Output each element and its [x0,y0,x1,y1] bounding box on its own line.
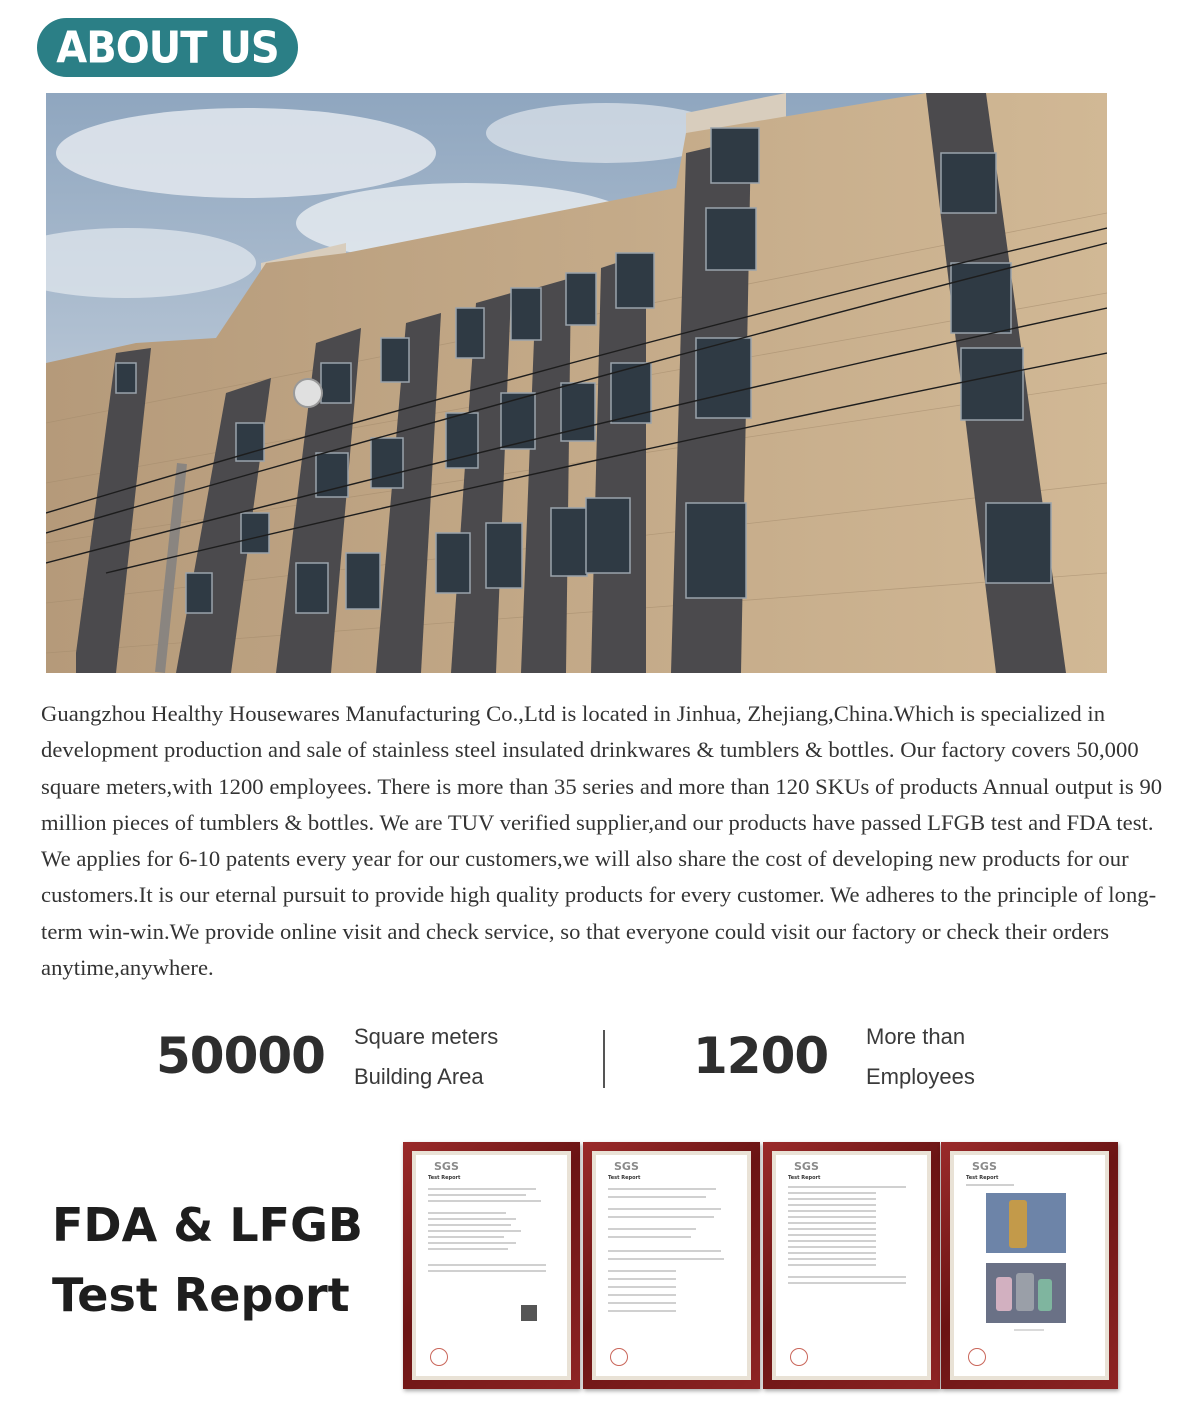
cert-title-line2: Test Report [52,1268,350,1322]
certificate-document [416,1155,567,1376]
stat-divider [603,1030,605,1088]
certificate-frame [763,1142,940,1389]
certificate-frame [941,1142,1118,1389]
report-label: Test Report [608,1175,641,1181]
sgs-logo: SGS [972,1160,997,1173]
product-photos [954,1155,1099,1355]
document-text-lines [596,1155,741,1355]
document-text-lines [776,1155,921,1355]
certificate-document [776,1155,927,1376]
report-label: Test Report [788,1175,821,1181]
stat-employees-number: 1200 [693,1027,829,1085]
report-label: Test Report [428,1175,461,1181]
sgs-logo: SGS [794,1160,819,1173]
certificate-document [954,1155,1105,1376]
factory-building-illustration [46,93,1107,673]
certificate-frame [583,1142,760,1389]
stat-building-area-number: 50000 [156,1027,325,1085]
cert-title-line1: FDA & LFGB [52,1198,363,1252]
sgs-logo: SGS [434,1160,459,1173]
stat-employees-line2: Employees [866,1064,975,1089]
factory-photo [46,93,1107,673]
certificate-document [596,1155,747,1376]
stamp-icon [968,1348,986,1366]
stamp-icon [790,1348,808,1366]
sgs-logo: SGS [614,1160,639,1173]
about-us-title: ABOUT US [56,22,279,73]
about-us-banner [37,18,298,77]
stat-building-area-line1: Square meters [354,1024,499,1049]
stat-employees-line1: More than [866,1024,966,1049]
stamp-icon [430,1348,448,1366]
stamp-icon [610,1348,628,1366]
document-text-lines [416,1155,561,1355]
certificate-frame [403,1142,580,1389]
stat-building-area-line2: Building Area [354,1064,484,1089]
company-description: Guangzhou Healthy Housewares Manufacturing Co.,Ltd is located in Jinhua, Zhejiang,China.Which is specialized in development production and sale of stainless steel insulated drinkwares & tumblers & bottles. Our factory covers 50,000 square meters,with 1200 employees. There is more than 35 series and more than 120 SKUs of products Annual output is 90 million pieces of tumblers & bottles. We are TUV verified supplier,and our products have passed LFGB test and FDA test. We applies for 6-10 patents every year for our customers,we will also share the cost of developing new products for our customers.It is our eternal pursuit to provide high quality products for every customer. We adheres to the principle of long-term win-win.We provide online visit and check service, so that everyone could visit our factory or check their orders anytime,anywhere. [41,701,1163,981]
report-label: Test Report [966,1175,999,1181]
